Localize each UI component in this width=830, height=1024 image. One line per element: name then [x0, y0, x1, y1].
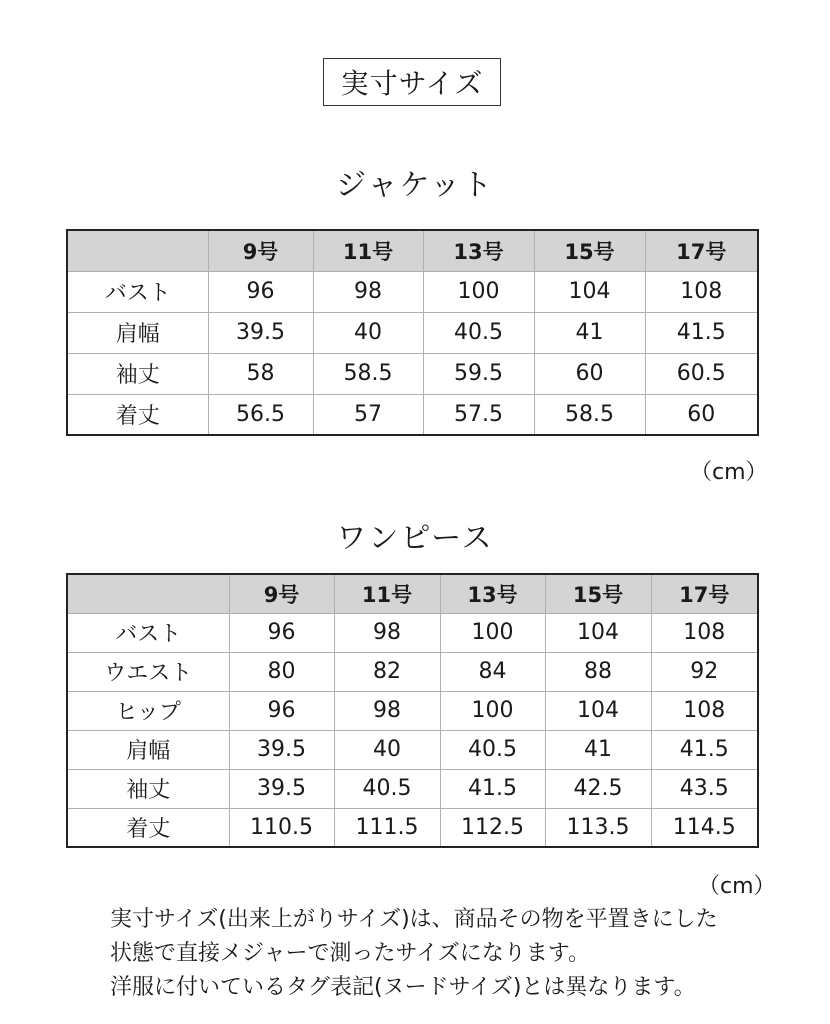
value-cell: 40: [313, 312, 423, 353]
row-label-cell: バスト: [67, 271, 208, 312]
value-cell: 58.5: [534, 394, 645, 435]
value-cell: 42.5: [545, 769, 651, 808]
value-cell: 100: [423, 271, 534, 312]
value-cell: 98: [334, 691, 440, 730]
value-cell: 98: [334, 613, 440, 652]
table-row: [67, 312, 758, 353]
value-cell: 59.5: [423, 353, 534, 394]
row-label-cell: 着丈: [67, 394, 208, 435]
value-cell: 108: [651, 691, 758, 730]
size-header-cell: 13号: [440, 574, 545, 613]
value-cell: 39.5: [229, 730, 334, 769]
value-cell: 80: [229, 652, 334, 691]
row-label-cell: 肩幅: [67, 312, 208, 353]
value-cell: 104: [545, 613, 651, 652]
value-cell: 41: [545, 730, 651, 769]
value-cell: 43.5: [651, 769, 758, 808]
value-cell: 41.5: [651, 730, 758, 769]
value-cell: 100: [440, 613, 545, 652]
value-cell: 96: [229, 613, 334, 652]
size-header-cell: 17号: [651, 574, 758, 613]
value-cell: 56.5: [208, 394, 313, 435]
value-cell: 84: [440, 652, 545, 691]
value-cell: 58: [208, 353, 313, 394]
value-cell: 108: [651, 613, 758, 652]
jacket-header-row: [67, 230, 758, 271]
value-cell: 60.5: [645, 353, 758, 394]
value-cell: 57: [313, 394, 423, 435]
value-cell: 40.5: [423, 312, 534, 353]
value-cell: 41.5: [440, 769, 545, 808]
table-row: [67, 769, 758, 808]
table-row: [67, 613, 758, 652]
value-cell: 40.5: [334, 769, 440, 808]
row-label-cell: ウエスト: [67, 652, 229, 691]
value-cell: 41: [534, 312, 645, 353]
table-row: [67, 353, 758, 394]
value-cell: 96: [208, 271, 313, 312]
dress-table-body: [67, 613, 758, 847]
value-cell: 60: [645, 394, 758, 435]
row-label-cell: ヒップ: [67, 691, 229, 730]
header-corner-cell: [67, 574, 229, 613]
table-row: [67, 808, 758, 847]
value-cell: 39.5: [229, 769, 334, 808]
size-header-cell: 15号: [545, 574, 651, 613]
value-cell: 92: [651, 652, 758, 691]
value-cell: 82: [334, 652, 440, 691]
value-cell: 88: [545, 652, 651, 691]
jacket-section-title: ジャケット: [336, 168, 494, 203]
row-label-cell: 袖丈: [67, 769, 229, 808]
table-row: [67, 691, 758, 730]
page-title: 実寸サイズ: [323, 58, 501, 106]
header-corner-cell: [67, 230, 208, 271]
row-label-cell: 肩幅: [67, 730, 229, 769]
value-cell: 96: [229, 691, 334, 730]
value-cell: 40: [334, 730, 440, 769]
size-header-cell: 11号: [334, 574, 440, 613]
note-line: 状態で直接メジャーで測ったサイズになります。: [110, 941, 591, 966]
row-label-cell: 袖丈: [67, 353, 208, 394]
note-line: 実寸サイズ(出来上がりサイズ)は、商品その物を平置きにした: [110, 907, 718, 932]
table-row: [67, 652, 758, 691]
value-cell: 104: [545, 691, 651, 730]
jacket-table-body: [67, 271, 758, 435]
value-cell: 113.5: [545, 808, 651, 847]
size-header-cell: 11号: [313, 230, 423, 271]
value-cell: 100: [440, 691, 545, 730]
table-row: [67, 271, 758, 312]
row-label-cell: 着丈: [67, 808, 229, 847]
table-row: [67, 394, 758, 435]
table-row: [67, 730, 758, 769]
jacket-unit-label: （cm）: [690, 460, 768, 485]
value-cell: 111.5: [334, 808, 440, 847]
value-cell: 98: [313, 271, 423, 312]
note-line: 洋服に付いているタグ表記(ヌードサイズ)とは異なります。: [110, 975, 696, 1000]
dress-header-row: [67, 574, 758, 613]
value-cell: 114.5: [651, 808, 758, 847]
value-cell: 57.5: [423, 394, 534, 435]
size-header-cell: 9号: [208, 230, 313, 271]
size-header-cell: 17号: [645, 230, 758, 271]
value-cell: 108: [645, 271, 758, 312]
dress-unit-label: （cm）: [698, 874, 776, 899]
dress-size-table: [66, 573, 759, 848]
dress-section-title: ワンピース: [336, 521, 494, 556]
size-note: [110, 903, 810, 1005]
value-cell: 112.5: [440, 808, 545, 847]
value-cell: 104: [534, 271, 645, 312]
value-cell: 58.5: [313, 353, 423, 394]
value-cell: 110.5: [229, 808, 334, 847]
jacket-size-table: [66, 229, 759, 436]
value-cell: 41.5: [645, 312, 758, 353]
size-header-cell: 13号: [423, 230, 534, 271]
size-header-cell: 9号: [229, 574, 334, 613]
size-header-cell: 15号: [534, 230, 645, 271]
value-cell: 39.5: [208, 312, 313, 353]
value-cell: 40.5: [440, 730, 545, 769]
row-label-cell: バスト: [67, 613, 229, 652]
value-cell: 60: [534, 353, 645, 394]
